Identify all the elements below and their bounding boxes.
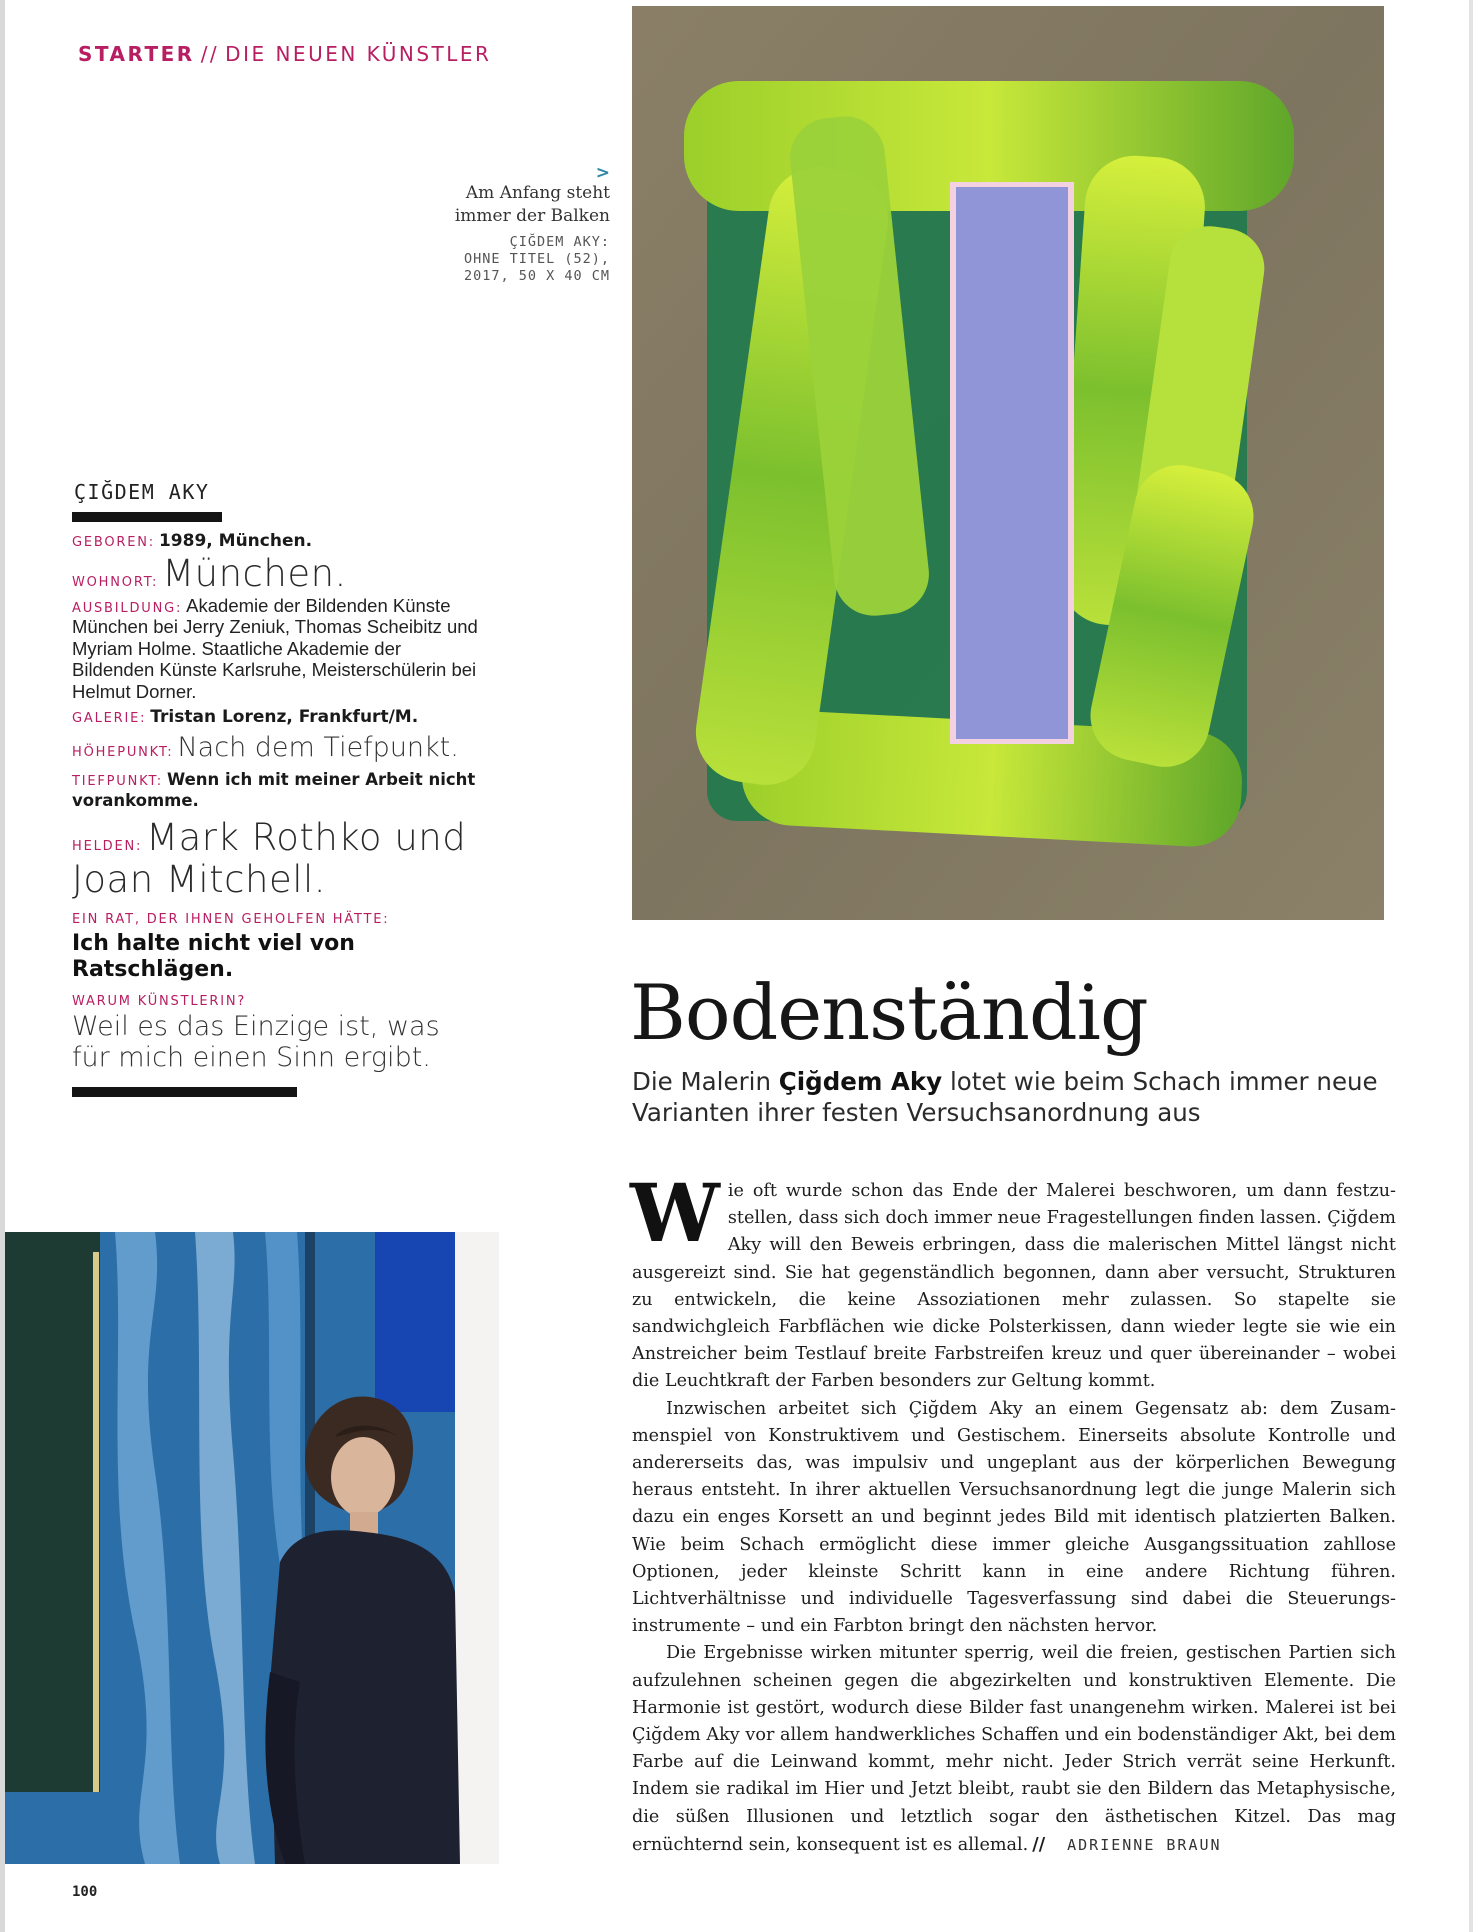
deck-before: Die Malerin [632, 1067, 771, 1096]
gallery-label: GALERIE: [72, 711, 147, 727]
caption-title-line2: immer der Balken [454, 206, 610, 226]
drop-cap: W [630, 1166, 720, 1260]
education-value: Akademie der Bildenden Künste München bei Jerry Zeniuk, Thomas Scheibitz und Myriam Holme. Staatliche Akademie der Bildenden Künste Karlsruhe, Meisterschülerin bei Helmut Dorner. [72, 594, 478, 702]
why-value: Weil es das Einzige ist, was für mich einen Sinn ergibt. [72, 1011, 440, 1074]
section-name: STARTER [78, 42, 195, 66]
article-paragraph-3 [632, 1640, 1396, 1859]
residence-label: WOHNORT: [72, 574, 159, 590]
end-mark: // [1032, 1833, 1046, 1855]
profile-born [72, 532, 482, 551]
painting-image [632, 6, 1384, 920]
profile-lowpoint [72, 769, 482, 811]
born-value: 1989, München. [158, 531, 313, 551]
caption-title [390, 182, 610, 228]
residence-value: München. [162, 551, 347, 595]
deck-after: lotet wie beim Schach immer neue Varianten ihrer festen Versuchsanordnung aus [632, 1067, 1378, 1127]
gallery-value: Tristan Lorenz, Frankfurt/M. [150, 707, 419, 728]
article-paragraph-2: Inzwischen arbeitet sich Çiğdem Aky an einem Gegensatz ab: dem Zusammenspiel von Konstruktivem und Gestischem. Einerseits absolute Kontrolle und andererseits das, was impulsiv und ungeplant aus der körperlichen Bewegung heraus entsteht. In ihrer aktuellen Versuchsanordnung legt die junge Malerin sich dazu ein enges Korsett an und beginnt jedes Bild mit identisch platzierten Balken. Wie beim Schach ermöglicht diese immer gleiche Ausgangssituation zahllose Optionen, jeder kleinste Schritt kann in eine andere Richtung führen. Lichtverhältnisse und individuelle Tagesverfassung sind dabei die Steuerungsinstrumente – und ein Farbton bringt den nächsten hervor. [632, 1398, 1396, 1637]
lowpoint-value: Wenn ich mit meiner Arbeit nicht vorankomme. [72, 769, 476, 810]
highlight-value: Nach dem Tiefpunkt. [177, 731, 459, 763]
profile-heroes [72, 817, 482, 901]
section-subtitle: DIE NEUEN KÜNSTLER [225, 42, 492, 66]
page-number: 100 [72, 1884, 98, 1900]
heroes-label: HELDEN: [72, 838, 143, 854]
artist-photo [5, 1232, 499, 1864]
page-edge-right [1469, 0, 1473, 1932]
profile-education [72, 595, 482, 703]
artist-profile [72, 480, 482, 1097]
profile-highlight [72, 731, 482, 765]
caption-arrow-icon: > [595, 163, 610, 183]
painting-caption [390, 164, 610, 285]
paragraph-1-text: ie oft wurde schon das Ende der Malerei beschworen, um dann festzustellen, dass sich doch immer neue Fragestellungen finden lassen. Çiğdem Aky will den Beweis erbringen, dass die malerischen Mittel längst nicht ausgereizt sind. Sie hat gegenständlich begonnen, dann aber versucht, Strukturen zu entwickeln, die keine Assoziationen mehr zulassen. So stapelte sie sandwichgleich Farbflächen wie dicke Polsterkissen, dann wieder legte sie wie ein Anstreicher beim Testlauf breite Farbstreifen kreuz und quer übereinander – wobei die Leuchtkraft der Farben besonders zur Geltung kommt. [632, 1181, 1396, 1392]
article-author: ADRIENNE BRAUN [1067, 1835, 1222, 1854]
profile-name: ÇIĞDEM AKY [74, 480, 210, 504]
article-headline: Bodenständig [630, 968, 1148, 1057]
profile-why [72, 991, 482, 1073]
article-deck [632, 1066, 1392, 1128]
why-label: WARUM KÜNSTLERIN? [72, 994, 247, 1010]
deck-name: Çiğdem Aky [778, 1067, 943, 1096]
education-label: AUSBILDUNG: [72, 600, 183, 616]
profile-advice [72, 909, 482, 983]
heroes-value: Mark Rothko und Joan Mitchell. [72, 815, 467, 901]
section-separator: // [200, 42, 220, 66]
lowpoint-label: TIEFPUNKT: [72, 773, 163, 789]
highlight-label: HÖHEPUNKT: [72, 744, 174, 760]
advice-label: EIN RAT, DER IHNEN GEHOLFEN HÄTTE: [72, 911, 390, 927]
article-paragraph-1 [630, 1166, 1396, 1396]
profile-residence [72, 553, 482, 595]
caption-credit-line3: 2017, 50 X 40 CM [463, 268, 610, 284]
caption-title-line1: Am Anfang steht [465, 183, 610, 203]
born-label: GEBOREN: [72, 535, 155, 550]
profile-gallery [72, 708, 482, 727]
caption-credit-line1: ÇIĞDEM AKY: [509, 234, 610, 250]
paragraph-3-text: Die Ergebnisse wirken mitunter sperrig, weil die freien, gestischen Partien sich aufzulehnen scheinen gegen die abgezirkelten und konstruktiven Elemente. Die Harmonie ist gestört, wodurch diese Bilder fast unangenehm wirken. Malerei ist bei Çiğdem Aky vor allem handwerkliches Schaffen und ein bodenständiger Akt, bei dem Farbe auf die Leinwand kommt, mehr nicht. Jeder Strich verrät seine Herkunft. Indem sie radikal im Hier und Jetzt bleibt, raubt sie den Bildern das Metaphysische, die süßen Illusionen und letztlich sogar den ästhetischen Kitzel. Das mag ernüchternd sein, konsequent ist es allemal. [632, 1643, 1396, 1855]
section-header [78, 42, 491, 66]
profile-top-rule [72, 512, 222, 522]
profile-bottom-rule [72, 1087, 297, 1097]
caption-credit-line2: OHNE TITEL (52), [463, 251, 610, 267]
caption-credit [390, 234, 610, 285]
article-body [630, 1166, 1396, 1859]
advice-value: Ich halte nicht viel von Ratschlägen. [72, 931, 355, 983]
